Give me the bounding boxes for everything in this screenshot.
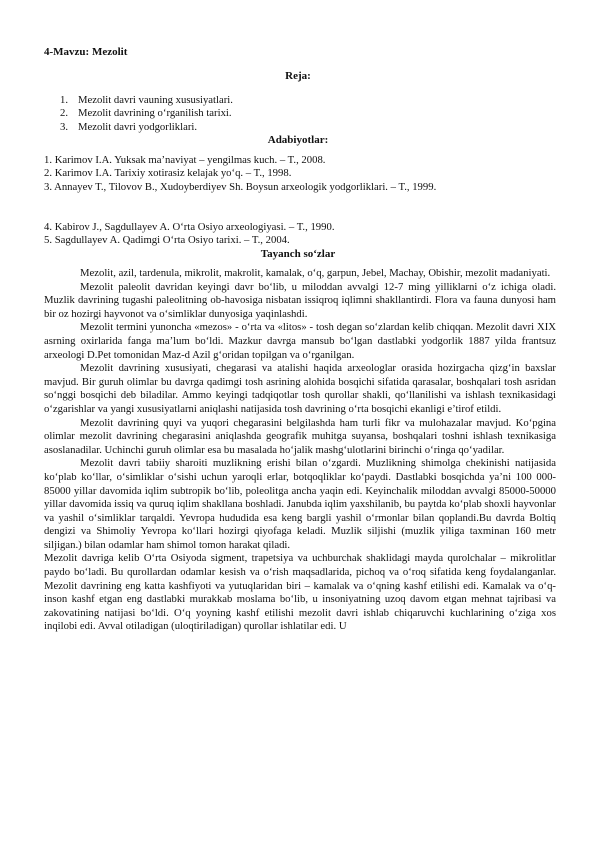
plan-item-number: 1. [60,94,69,106]
plan-item-number: 3. [60,121,69,133]
plan-heading: Reja: [285,70,311,82]
literature-item: 1. Karimov I.A. Yuksak ma’naviyat – yengilmas kuch. – T., 2008. [44,154,326,166]
literature-item: 5. Sagdullayev A. Qadimgi O‘rta Osiyo tarixi. – T., 2004. [44,234,290,246]
plan-item-text: Mezolit davri vauning xususiyatlari. [78,94,233,106]
literature-item: 3. Annayev T., Tilovov B., Xudoyberdiyev Sh. Boysun arxeologik yodgorliklari. – T., 1999. [44,181,437,193]
topic-title: 4-Mavzu: Mezolit [44,46,128,58]
plan-item-number: 2. [60,107,69,119]
plan-item [60,107,232,119]
body-paragraph: Mezolit davrining quyi va yuqori chegarasini belgilashda ham turli fikr va mulohazalar mavjud. Ko‘pgina olimlar mezolit davrining chegarasini aniqlashda geografik muhitga suyansa, boshqalari toshni ishlash texnikasiga asoslanadilar. Uchinchi guruh olimlar esa bu masalada ho‘jalik mashg‘ulotlarini birinchi o‘ringa qo‘yadilar. [44,416,556,456]
keywords-paragraph: Mezolit, azil, tardenula, mikrolit, makrolit, kamalak, o‘q, garpun, Jebel, Machay, Obishir, mezolit madaniyati. [80,267,551,279]
literature-item: 2. Karimov I.A. Tarixiy xotirasiz kelajak yo‘q. – T., 1998. [44,167,292,179]
body-paragraph: Mezolit paleolit davridan keyingi davr bo‘lib, u miloddan avvalgi 12-7 ming yilliklarni o‘z ichiga oladi. Muzlik davrining tugashi paleolitning ob-havosiga nisbatan issiqroq iqlimni shakllantirdi. Flora va fauna dunyosi ham bir oz hozirgi hayvonot va o‘simliklar dunyosiga yaqinlashdi. [44,280,556,320]
body-paragraph: Mezolit davriga kelib O‘rta Osiyoda sigment, trapetsiya va uchburchak shaklidagi mayda qurolchalar – mikrolitlar paydo bo‘ladi. Bu qurollardan odamlar kesish va o‘rish maqsadlarida, pichoq va o‘roq sifatida keng foydalanganlar. Mezolit davrining eng katta kashfiyoti va yutuqlaridan biri – kamalak va o‘qning kashf etilishi edi. Kamalak va o‘q-inson kashf etgan eng dastlabki murakkab moslama bo‘lib, u insoniyatning uzoq davom etgan mehnat tajribasi va zakovatining natijasi bo‘ldi. O‘q yoyning kashf etilishi mezolit davri ishlab chiqaruvchi kuchlarining o‘ziga xos inqilobi edi. Avval otiladigan (uloqtiriladigan) qurollar ishlatilar edi. U [44,552,556,633]
keywords-heading: Tayanch so‘zlar [260,248,336,260]
body-paragraph: Mezolit davrining xususiyati, chegarasi va atalishi haqida arxeologlar orasida hozirgacha qizg‘in baxslar mavjud. Bir guruh olimlar bu davrga qadimgi tosh asrining alohida bosqichi sifatida qarasalar, boshqalari tosh asridan so‘nggi bosqichi deb biladilar. Ammo keyingi tadqiqotlar tosh qurollar shakli, qo‘llanilishi va ishlash texnikasidagi o‘zgarishlar va yangi xususiyatlarni aniqlashi natijasida tosh davrining o‘rta bosqichi ekanligi e’tirof etildi. [44,362,556,415]
plan-item [60,121,197,133]
literature-item: 4. Kabirov J., Sagdullayev A. O‘rta Osiyo arxeologiyasi. – T., 1990. [44,221,335,233]
plan-item-text: Mezolit davri yodgorliklari. [78,121,198,133]
plan-item [60,94,233,106]
plan-item-text: Mezolit davrining o‘rganilish tarixi. [78,107,232,119]
body-paragraph: Mezolit davri tabiiy sharoiti muzlikning erishi bilan o‘zgardi. Muzlikning shimolga chekinishi natijasida ko‘plab ko‘llar, o‘simliklar o‘sishi uchun yaroqli erlar, botqoqliklar ko‘paydi. Dastlabki bosqichda ya’ni 100 000-85000 yillar davomida iqlim subtropik bo‘lib, poleolitga ancha yaqin edi. Keyinchalik miloddan avvalgi 85000-50000 yillar davomida issiq va quruq iqlim shakllana boshladi. Janubda iqlim yaxshilanib, bu paytda ko‘plab shoxli hayvonlar va yashil o‘simliklar tarqaldi. Yevropa hududida esa keng bargli yashil o‘rmonlar bilan qoplandi.Bu davrda Boltiq dengizi va Shimoliy Yevropa ko‘llari hozirgi qiyofaga keladi. Muzlik siljishi (muzlik yiliga taxminan 160 metr siljigan.) bilan odamlar ham shimol tomon harakat qiladi. [44,457,556,551]
body-paragraph: Mezolit termini yunoncha «mezos» - o‘rta va «litos» - tosh degan so‘zlardan kelib chiqqan. Mezolit davri XIX asrning oxirlarida fanga ma’lum bo‘ldi. Mazkur davrga mansub bo‘lgan dastlabki yodgorlik 1887 yilda frantsuz arxeologi D.Pet tomonidan Maz-d Azil g‘oridan topilgan va o‘rganilgan. [44,321,556,361]
literature-heading: Adabiyotlar: [267,134,329,146]
body-text [44,267,556,634]
